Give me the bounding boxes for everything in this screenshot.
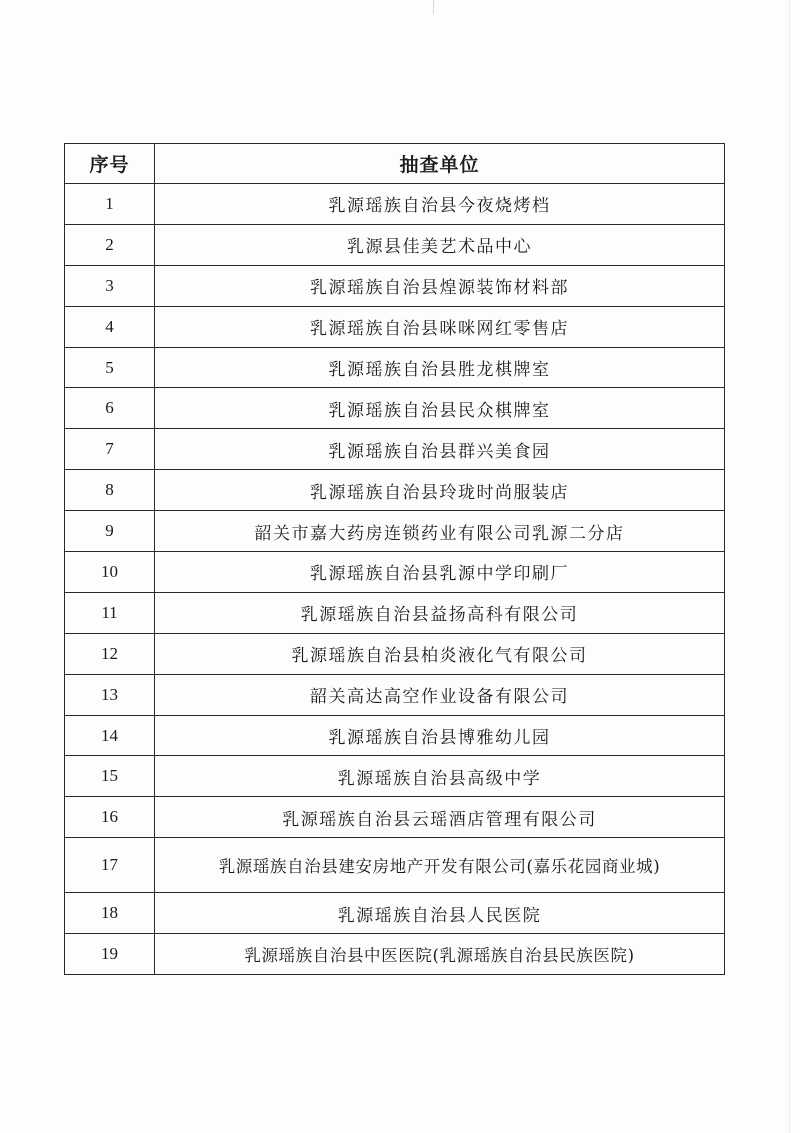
row-unit-name: 乳源瑶族自治县中医医院(乳源瑶族自治县民族医院): [155, 934, 725, 975]
row-unit-name: 乳源瑶族自治县云瑶酒店管理有限公司: [155, 797, 725, 838]
row-number: 11: [65, 592, 155, 633]
table-row: [65, 265, 725, 306]
row-number: 5: [65, 347, 155, 388]
row-number: 6: [65, 388, 155, 429]
header-serial-number: 序号: [65, 144, 155, 184]
row-number: 16: [65, 797, 155, 838]
row-number: 8: [65, 470, 155, 511]
table-row: [65, 893, 725, 934]
table-body: [65, 184, 725, 975]
row-number: 1: [65, 184, 155, 225]
row-unit-name: 乳源瑶族自治县胜龙棋牌室: [155, 347, 725, 388]
row-unit-name: 乳源瑶族自治县群兴美食园: [155, 429, 725, 470]
row-number: 3: [65, 265, 155, 306]
inspection-table: [64, 143, 725, 975]
scan-artifact-line: [789, 0, 790, 1133]
table-row: [65, 756, 725, 797]
header-row: [65, 144, 725, 184]
row-unit-name: 乳源瑶族自治县建安房地产开发有限公司(嘉乐花园商业城): [155, 838, 725, 893]
row-unit-name: 乳源瑶族自治县今夜烧烤档: [155, 184, 725, 225]
row-unit-name: 乳源瑶族自治县人民医院: [155, 893, 725, 934]
table-row: [65, 347, 725, 388]
scan-artifact-line: [433, 0, 434, 14]
table-row: [65, 797, 725, 838]
row-number: 17: [65, 838, 155, 893]
row-unit-name: 乳源瑶族自治县玲珑时尚服装店: [155, 470, 725, 511]
row-unit-name: 乳源瑶族自治县乳源中学印刷厂: [155, 552, 725, 593]
table-row: [65, 838, 725, 893]
row-number: 18: [65, 893, 155, 934]
table-row: [65, 592, 725, 633]
row-unit-name: 乳源瑶族自治县高级中学: [155, 756, 725, 797]
table-row: [65, 470, 725, 511]
row-number: 12: [65, 633, 155, 674]
row-number: 15: [65, 756, 155, 797]
table-row: [65, 429, 725, 470]
row-unit-name: 韶关市嘉大药房连锁药业有限公司乳源二分店: [155, 511, 725, 552]
table-row: [65, 674, 725, 715]
table-row: [65, 388, 725, 429]
table-row: [65, 633, 725, 674]
row-number: 13: [65, 674, 155, 715]
row-number: 9: [65, 511, 155, 552]
row-unit-name: 韶关高达高空作业设备有限公司: [155, 674, 725, 715]
row-number: 10: [65, 552, 155, 593]
row-number: 14: [65, 715, 155, 756]
table-row: [65, 184, 725, 225]
table-row: [65, 934, 725, 975]
table-row: [65, 224, 725, 265]
table-row: [65, 715, 725, 756]
row-unit-name: 乳源瑶族自治县民众棋牌室: [155, 388, 725, 429]
table-header: [65, 144, 725, 184]
header-inspected-unit: 抽查单位: [155, 144, 725, 184]
row-number: 19: [65, 934, 155, 975]
row-unit-name: 乳源瑶族自治县柏炎液化气有限公司: [155, 633, 725, 674]
row-unit-name: 乳源瑶族自治县咪咪网红零售店: [155, 306, 725, 347]
table-row: [65, 552, 725, 593]
table-row: [65, 306, 725, 347]
row-number: 4: [65, 306, 155, 347]
row-number: 2: [65, 224, 155, 265]
row-number: 7: [65, 429, 155, 470]
table-row: [65, 511, 725, 552]
row-unit-name: 乳源县佳美艺术品中心: [155, 224, 725, 265]
row-unit-name: 乳源瑶族自治县煌源装饰材料部: [155, 265, 725, 306]
row-unit-name: 乳源瑶族自治县博雅幼儿园: [155, 715, 725, 756]
row-unit-name: 乳源瑶族自治县益扬高科有限公司: [155, 592, 725, 633]
